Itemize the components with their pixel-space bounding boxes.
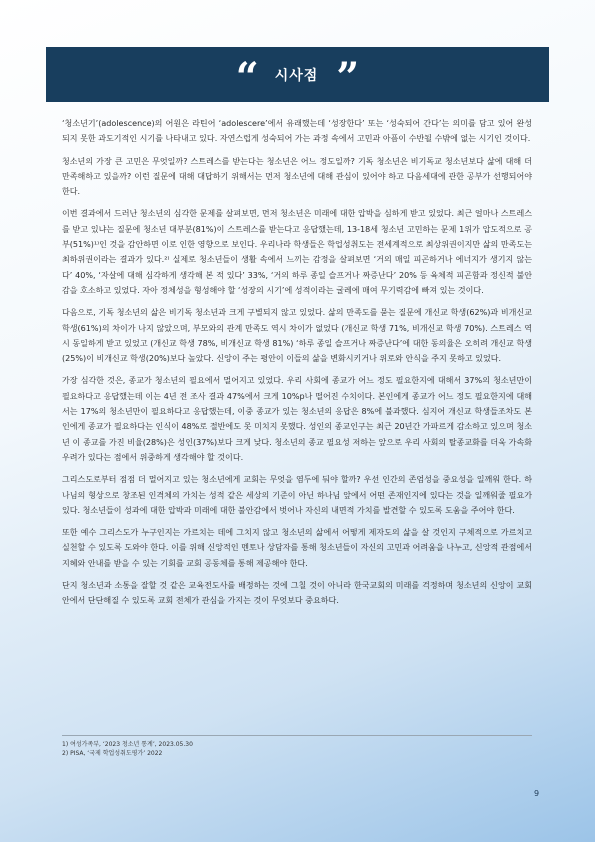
paragraph-3: 이번 결과에서 드러난 청소년의 심각한 문제를 살펴보면, 먼저 청소년은 미래에 대한 압박을 심하게 받고 있었다. 최근 얼마나 스트레스를 받고 있냐는 질문에 청소년 대부분(81%)이 스트레스를 받는다고 응답했는데, 13-18세 청소년 고민하는 문제 1위가 압도적으로 공부(51%)¹⁾인 것을 감안하면 이로 인한 영향으로 보인다. 우리나라 학생들은 학업성취도는 전세계적으로 최상위권이지만 삶의 만족도는 최하위권이라는 결과가 있다.²⁾ 실제로 청소년들이 생활 속에서 느끼는 감정을 살펴보면 ‘거의 매일 피곤하거나 에너지가 생기지 않는다’ 40%, ‘자살에 대해 심각하게 생각해 본 적 있다’ 33%, ‘거의 하루 종일 슬프거나 짜증난다’ 20% 등 육체적 피곤함과 정신적 불안감을 호소하고 있었다. 자아 정체성을 형성해야 할 ‘성장의 시기’에 성적이라는 굴레에 매여 무기력감에 빠져 있는 것이다. bbox=[62, 209, 532, 295]
paragraph-8: 단지 청소년과 소통을 잘할 것 같은 교육전도사를 배정하는 것에 그칠 것이 아니라 한국교회의 미래를 걱정하며 청소년의 신앙이 교회 안에서 단단해질 수 있도록 교회 전체가 관심을 가지는 것이 무엇보다 중요하다. bbox=[62, 581, 532, 606]
section-title: 시사점 bbox=[274, 67, 319, 84]
footnote-2: 2) PISA, ‘국제 학업성취도평가’ 2022 bbox=[62, 750, 163, 757]
header-band bbox=[46, 47, 549, 102]
open-quote-icon: “ bbox=[235, 53, 259, 101]
paragraph-6: 그리스도로부터 점점 더 멀어지고 있는 청소년에게 교회는 무엇을 염두에 둬야 할까? 우선 인간의 존엄성을 중요성을 일깨워 한다. 하나님의 형상으로 창조된 인격체의 가치는 성적 같은 세상의 기준이 아닌 하나님 앞에서 어떤 존재인지에 있다는 것을 일깨워줄 필요가 있다. 청소년들이 성과에 대한 압박과 미래에 대한 불안감에서 벗어나 자신의 내면적 가치를 발견할 수 있도록 도움을 주어야 한다. bbox=[62, 475, 532, 515]
footnote-1: 1) 여성가족부, ‘2023 청소년 통계’, 2023.05.30 bbox=[62, 741, 193, 748]
paragraph-4: 다음으로, 기독 청소년의 삶은 비기독 청소년과 크게 구별되지 않고 있었다. 삶의 만족도를 묻는 질문에 개신교 학생(62%)과 비개신교 학생(61%)의 차이가 나지 않았으며, 부모와의 관계 만족도 역시 차이가 없었다 (개신교 학생 71%, 비개신교 학생 70%). 스트레스 역시 동일하게 받고 있었고 (개신교 학생 78%, 비개신교 학생 81%) ‘하루 종일 슬프거나 짜증난다’에 대한 동의율은 오히려 개신교 학생(25%)이 비개신교 학생(20%)보다 높았다. 신앙이 주는 평안이 이들의 삶을 변화시키거나 위로와 안식을 주지 못하고 있었다. bbox=[62, 308, 532, 364]
close-quote-icon: ” bbox=[336, 53, 360, 101]
body-text bbox=[62, 116, 532, 616]
paragraph-1: ‘청소년기’(adolescence)의 어원은 라틴어 ‘adolescere’에서 유래했는데 ‘성장한다’ 또는 ‘성숙되어 간다’는 의미를 담고 있어 완성되지 못한 과도기적인 시기를 나타내고 있다. 자연스럽게 성숙되어 가는 과정 속에서 고민과 아픔이 수반될 수밖에 없는 시기인 것이다. bbox=[62, 119, 532, 144]
page-number: 9 bbox=[534, 789, 540, 798]
paragraph-2: 청소년의 가장 큰 고민은 무엇일까? 스트레스를 받는다는 청소년은 어느 정도일까? 기독 청소년은 비기독교 청소년보다 삶에 대해 더 만족해하고 있을까? 이런 질문에 대해 대답하기 위해서는 먼저 청소년에 대해 관심이 있어야 하고 다음세대에 관한 공부가 선행되어야 한다. bbox=[62, 156, 532, 197]
paragraph-7: 또한 예수 그리스도가 누구인지는 가르치는 데에 그치지 않고 청소년의 삶에서 어떻게 제자도의 삶을 살 것인지 구체적으로 가르치고 실천할 수 있도록 도와야 한다. 이를 위해 신앙적인 멘토나 상담자를 통해 청소년들이 자신의 고민과 어려움을 나누고, 신앙적 관점에서 지혜와 안내를 받을 수 있는 기회를 교회 공동체를 통해 제공해야 한다. bbox=[62, 528, 532, 568]
header-inner bbox=[46, 47, 549, 102]
paragraph-5: 가장 심각한 것은, 종교가 청소년의 필요에서 멀어지고 있었다. 우리 사회에 종교가 어느 정도 필요한지에 대해서 37%의 청소년만이 필요하다고 응답했는데 이는 4년 전 조사 결과 47%에서 크게 10%p나 떨어진 수치이다. 본인에게 종교가 어느 정도 필요한지에 대해서는 17%의 청소년만이 필요하다고 응답했는데, 이중 종교가 있는 청소년의 응답은 8%에 불과했다. 심지어 개신교 학생들조차도 본인에게 종교가 필요하다는 인식이 48%로 절반에도 못 미치지 못했다. 성인의 종교인구는 최근 20년간 가파르게 감소하고 있으며 청소년 이 종교를 가진 비율(28%)은 성인(37%)보다 크게 낮다. 청소년의 종교 필요성 저하는 앞으로 우리 사회의 탈종교화를 더욱 가속화 우려가 있다는 점에서 위중하게 생각해야 할 것이다. bbox=[62, 376, 532, 462]
footnotes bbox=[62, 735, 532, 758]
